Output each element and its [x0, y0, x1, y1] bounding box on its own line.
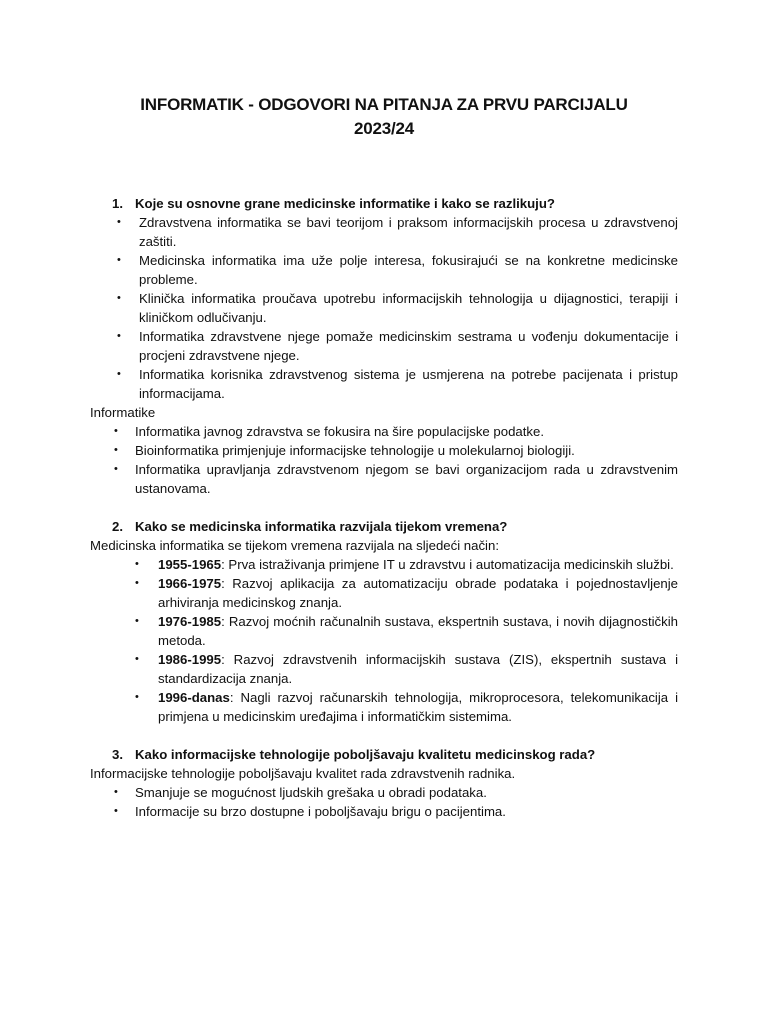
section-label: Informatike [90, 405, 156, 420]
bullet-icon: • [114, 463, 118, 475]
list-item: • Informatika upravljanja zdravstvenom njegom se bavi organizacijom rada u zdravstvenim ustanovama. [114, 462, 678, 496]
question-3-list [90, 783, 678, 821]
timeline-item: • 1986-1995: Razvoj zdravstvenih informacijskih sustava (ZIS), ekspertnih sustava i standardizacija znanja. [135, 652, 678, 686]
question-text: Kako informacijske tehnologije poboljšavaju kvalitetu medicinskog rada? [135, 747, 596, 762]
question-3-heading [112, 745, 678, 764]
timeline-item: • 1966-1975: Razvoj aplikacija za automatizaciju obrade podataka i pojednostavljenje arhiviranja medicinskog znanja. [135, 576, 678, 610]
question-text: Koje su osnovne grane medicinske informatike i kako se razlikuju? [135, 196, 555, 211]
list-item: • Smanjuje se mogućnost ljudskih grešaka u obradi podataka. [114, 785, 487, 800]
title-line-2: 2023/24 [353, 119, 415, 138]
question-3-intro: Informacijske tehnologije poboljšavaju kvalitet rada zdravstvenih radnika. [90, 766, 516, 781]
question-1-heading [112, 194, 678, 213]
bullet-icon: • [114, 805, 118, 817]
bullet-icon: • [135, 558, 139, 570]
list-item: • Zdravstvena informatika se bavi teorijom i praksom informacijskih procesa u zdravstvenoj zaštiti. [117, 215, 678, 249]
question-text: Kako se medicinska informatika razvijala tijekom vremena? [135, 519, 508, 534]
timeline-years: 1976-1985 [158, 614, 222, 629]
question-1-list [90, 213, 678, 403]
list-item: • Klinička informatika proučava upotrebu informacijskih tehnologija u dijagnostici, terapiji i kliničkom odlučivanju. [117, 291, 678, 325]
document-title [0, 93, 768, 141]
timeline-item: • 1955-1965: Prva istraživanja primjene IT u zdravstvu i automatizacija medicinskih službi. [135, 557, 674, 572]
timeline-years: 1996-danas [158, 690, 230, 705]
list-item: • Informatika korisnika zdravstvenog sistema je usmjerena na potrebe pacijenata i pristup informacijama. [117, 367, 678, 401]
title-line-1: INFORMATIK - ODGOVORI NA PITANJA ZA PRVU PARCIJALU [140, 95, 628, 114]
list-item: • Informatika javnog zdravstva se fokusira na šire populacijske podatke. [114, 424, 545, 439]
list-item: • Medicinska informatika ima uže polje interesa, fokusirajući se na konkretne medicinske probleme. [117, 253, 678, 287]
bullet-icon: • [117, 254, 121, 266]
question-1-sub-list [90, 422, 678, 498]
bullet-icon: • [135, 577, 139, 589]
timeline-item: • 1976-1985: Razvoj moćnih računalnih sustava, ekspertnih sustava, i novih dijagnostičkih metoda. [135, 614, 678, 648]
list-item: • Bioinformatika primjenjuje informacijske tehnologije u molekularnoj biologiji. [114, 443, 575, 458]
question-2-timeline [90, 555, 678, 726]
list-item: • Informatika zdravstvene njege pomaže medicinskim sestrama u vođenju dokumentacije i procjeni zdravstvene njege. [117, 329, 678, 363]
bullet-icon: • [117, 330, 121, 342]
question-number: 1. [112, 196, 123, 211]
question-number: 3. [112, 747, 123, 762]
bullet-icon: • [114, 425, 118, 437]
timeline-years: 1986-1995 [158, 652, 222, 667]
question-2-intro: Medicinska informatika se tijekom vremena razvijala na sljedeći način: [90, 538, 499, 553]
document-body [90, 194, 678, 821]
bullet-icon: • [135, 615, 139, 627]
list-item: • Informacije su brzo dostupne i poboljšavaju brigu o pacijentima. [114, 804, 506, 819]
bullet-icon: • [114, 786, 118, 798]
timeline-item: • 1996-danas: Nagli razvoj računarskih tehnologija, mikroprocesora, telekomunikacija i primjena u medicinskim uređajima i informatičkim sistemima. [135, 690, 678, 724]
timeline-years: 1955-1965 [158, 557, 222, 572]
bullet-icon: • [135, 653, 139, 665]
question-number: 2. [112, 519, 123, 534]
timeline-years: 1966-1975 [158, 576, 222, 591]
bullet-icon: • [135, 691, 139, 703]
bullet-icon: • [114, 444, 118, 456]
bullet-icon: • [117, 292, 121, 304]
question-2-heading [112, 517, 678, 536]
bullet-icon: • [117, 368, 121, 380]
bullet-icon: • [117, 216, 121, 228]
